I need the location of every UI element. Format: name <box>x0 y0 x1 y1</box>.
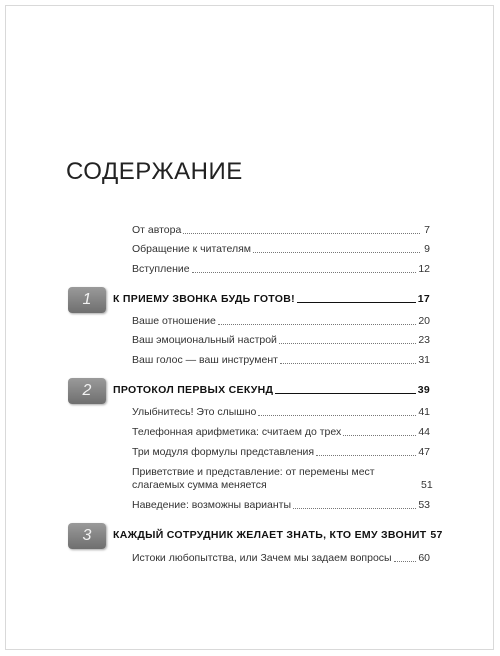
toc-entry-label: Три модуля формулы представления <box>132 446 315 458</box>
chapter-number-badge: 1 <box>68 287 106 313</box>
toc-entry[interactable] <box>132 224 430 237</box>
toc-entry-label: Ваше отношение <box>132 315 216 327</box>
chapter-3[interactable] <box>68 523 443 551</box>
leader-dots <box>253 251 420 253</box>
chapter-title: ПРОТОКОЛ ПЕРВЫХ СЕКУНД <box>113 384 274 396</box>
toc-entry-page: 12 <box>418 263 430 275</box>
toc-entry-page: 20 <box>418 315 430 327</box>
toc-entry-page: 60 <box>418 552 430 564</box>
chapter-heading[interactable] <box>113 529 443 542</box>
toc-entry-page: 9 <box>424 243 430 255</box>
toc-entry-page: 23 <box>418 334 430 346</box>
chapter-page: 57 <box>430 529 443 541</box>
toc-entry-page: 47 <box>418 446 430 458</box>
chapter-heading[interactable] <box>113 384 430 397</box>
chapter-number-badge: 2 <box>68 378 106 404</box>
toc-entry[interactable] <box>132 354 430 367</box>
leader-dots <box>280 362 416 364</box>
toc-entry-label: Вступление <box>132 263 190 275</box>
chapter-2[interactable] <box>68 378 430 406</box>
leader-dots <box>258 414 416 416</box>
chapter-page: 17 <box>417 293 430 305</box>
leader-dots <box>279 342 416 344</box>
toc-entry-label: Приветствие и представление: от перемены мест слагаемых сумма меняется <box>132 466 375 491</box>
chapter-heading[interactable] <box>113 293 430 306</box>
chapter-number-badge: 3 <box>68 523 106 549</box>
leader-dots <box>183 232 420 234</box>
toc-entry-label: Ваш голос — ваш инструмент <box>132 354 278 366</box>
toc-entry-label: Ваш эмоциональный настрой <box>132 334 277 346</box>
leader-dots <box>343 434 416 436</box>
page-title: СОДЕРЖАНИЕ <box>66 158 243 185</box>
toc-entry-label: Наведение: возможны варианты <box>132 499 292 511</box>
leader-dots <box>316 454 416 456</box>
toc-entry[interactable] <box>132 243 430 256</box>
leader-line <box>275 392 415 394</box>
toc-entry-page: 31 <box>418 354 430 366</box>
toc-entry[interactable] <box>132 426 430 439</box>
chapter-title: К ПРИЕМУ ЗВОНКА БУДЬ ГОТОВ! <box>113 293 295 305</box>
toc-entry-label: От автора <box>132 224 182 236</box>
leader-dots <box>293 507 416 509</box>
toc-entry[interactable] <box>132 315 430 328</box>
leader-dots <box>192 271 417 273</box>
toc-entry-label: Улыбнитесь! Это слышно <box>132 406 257 418</box>
toc-entry-page: 7 <box>424 224 430 236</box>
chapter-title: КАЖДЫЙ СОТРУДНИК ЖЕЛАЕТ ЗНАТЬ, КТО ЕМУ ЗВОНИТ <box>113 529 427 541</box>
toc-entry[interactable] <box>132 552 430 565</box>
chapter-page: 39 <box>417 384 430 396</box>
toc-entry[interactable] <box>132 466 433 492</box>
toc-entry[interactable] <box>132 499 430 512</box>
toc-entry[interactable] <box>132 334 430 347</box>
toc-entry[interactable] <box>132 263 430 276</box>
toc-entry-page: 41 <box>418 406 430 418</box>
toc-entry-label: Истоки любопытства, или Зачем мы задаем вопросы <box>132 552 392 564</box>
toc-entry[interactable] <box>132 406 430 419</box>
leader-dots <box>394 560 417 562</box>
toc-entry-page: 44 <box>418 426 430 438</box>
leader-line <box>297 301 416 303</box>
toc-entry-page: 53 <box>418 499 430 511</box>
chapter-1[interactable] <box>68 287 430 315</box>
toc-entry-label: Телефонная арифметика: считаем до трех <box>132 426 342 438</box>
toc-entry-label: Обращение к читателям <box>132 243 252 255</box>
toc-entry-page: 51 <box>421 479 433 491</box>
leader-dots <box>218 323 416 325</box>
toc-entry[interactable] <box>132 446 430 459</box>
